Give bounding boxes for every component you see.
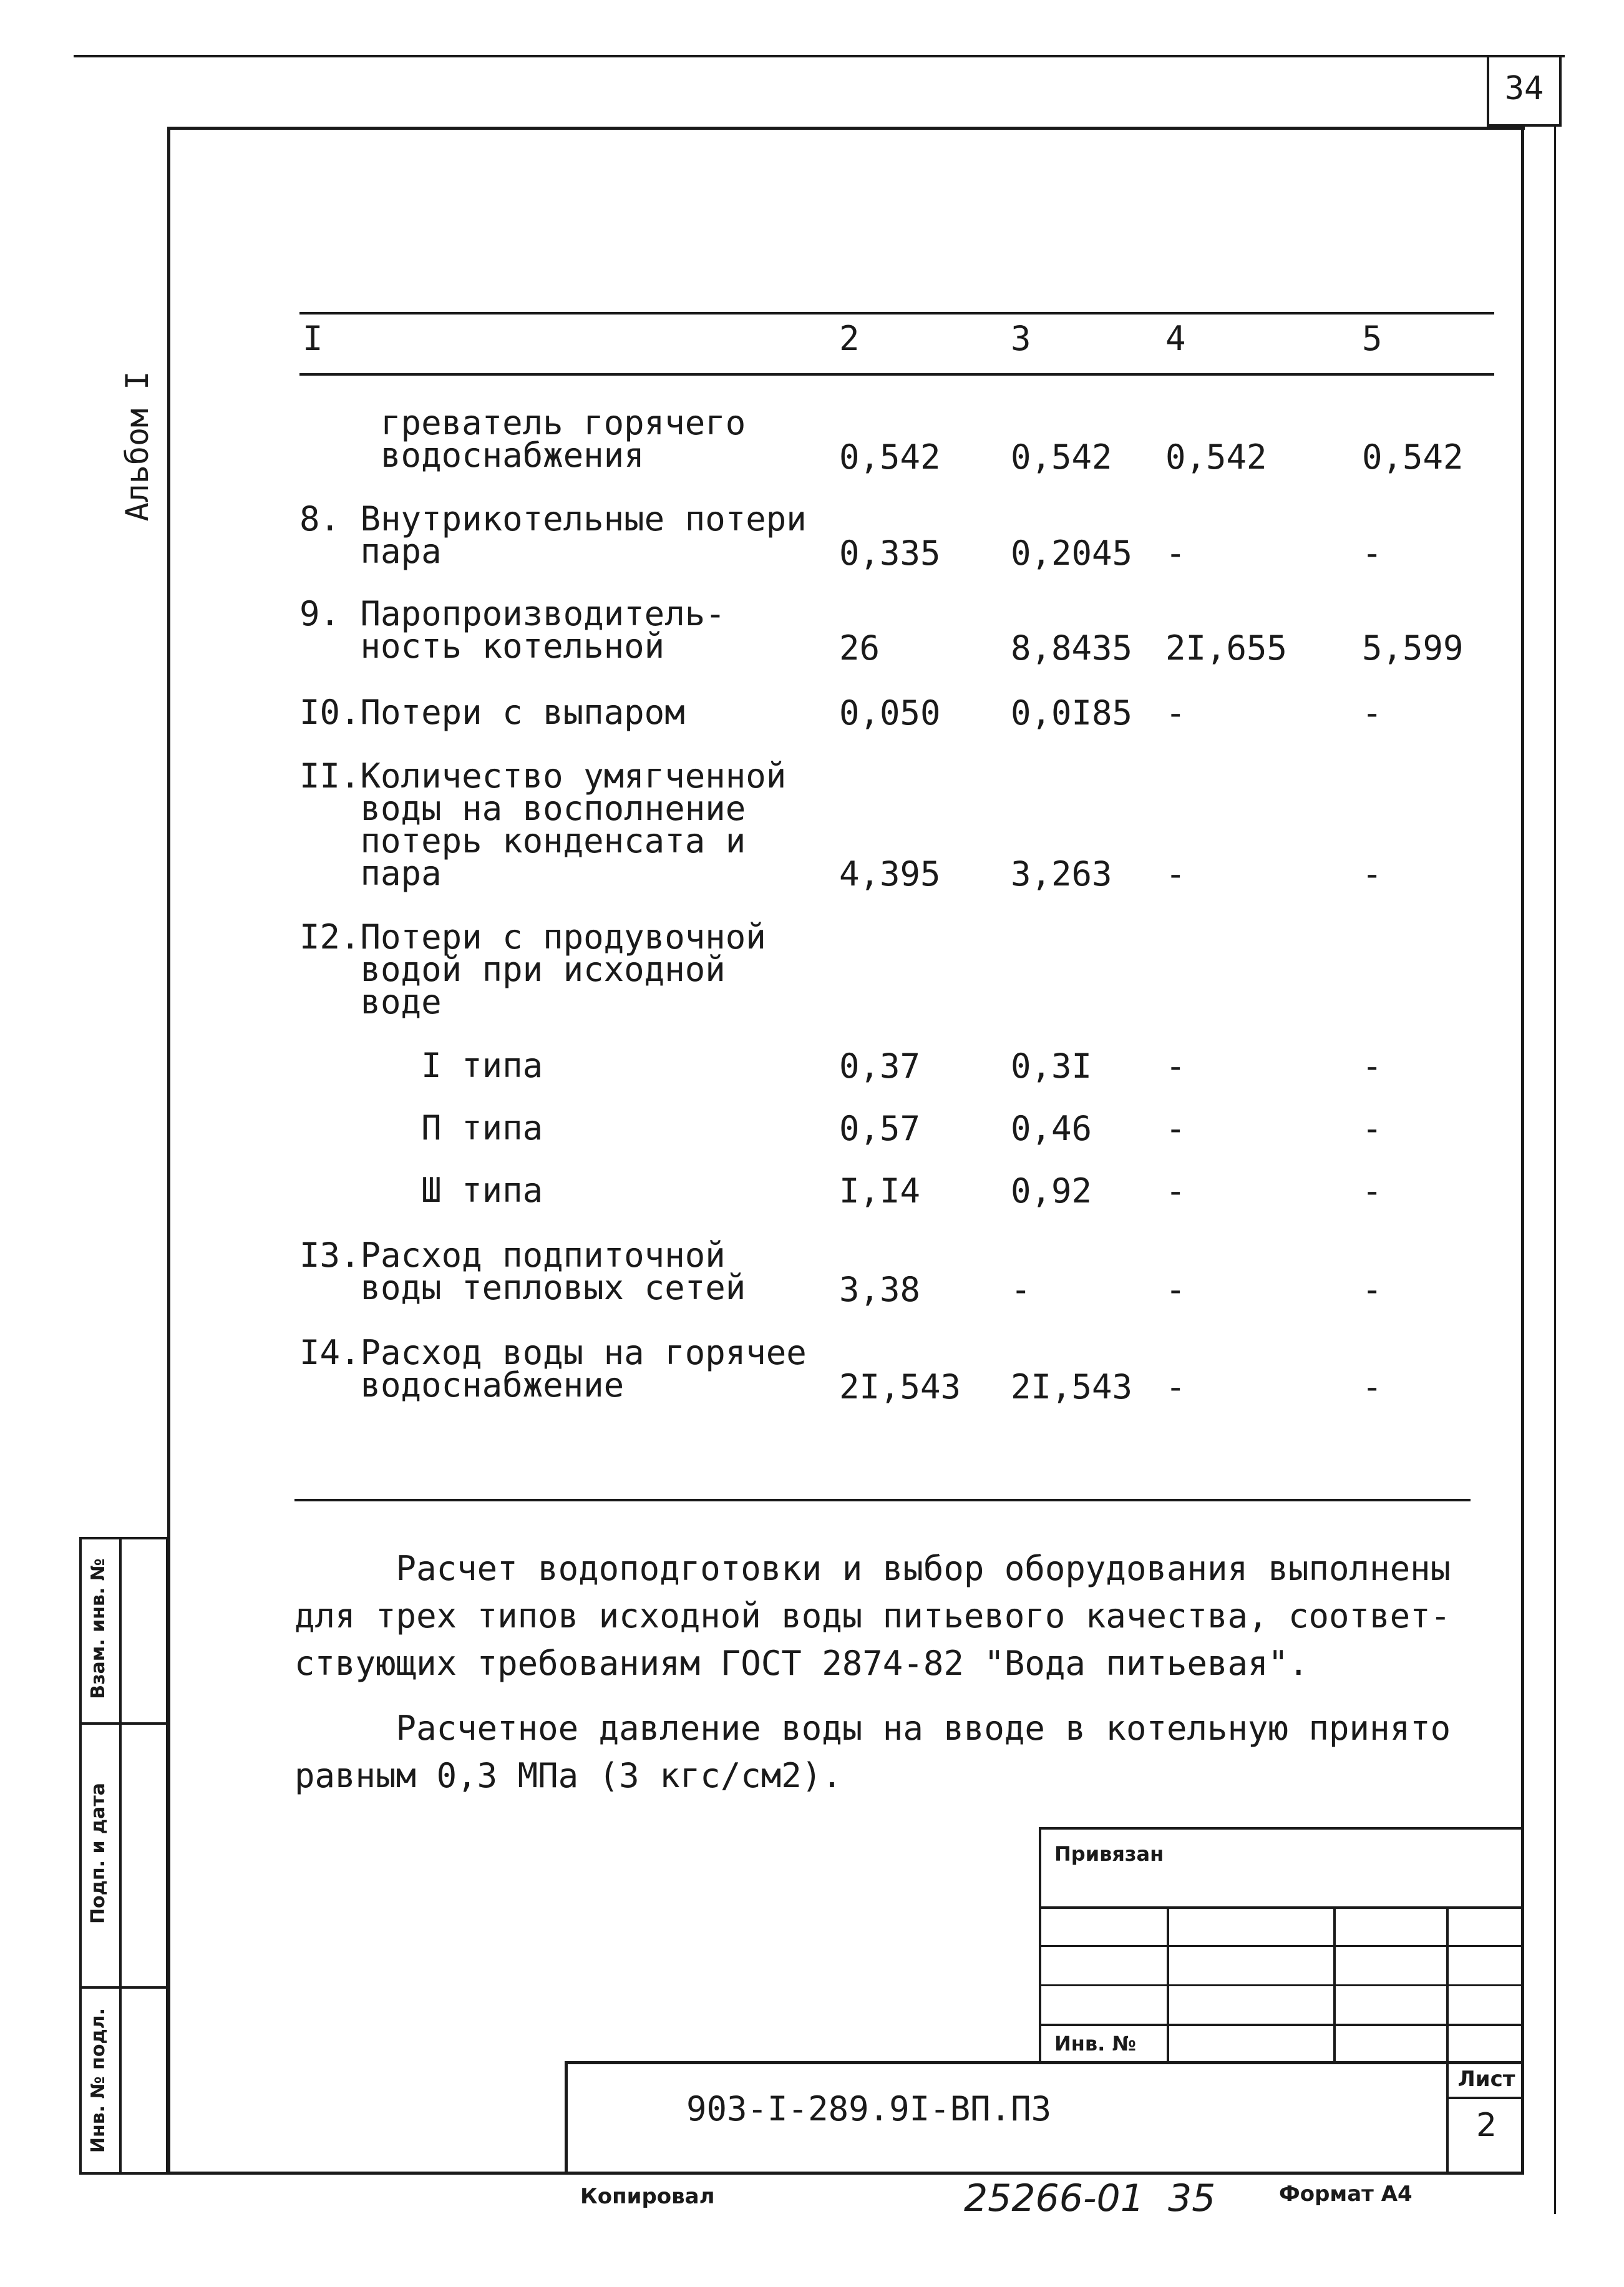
frame-top [168,127,1525,130]
table-cell: - [1165,854,1186,894]
table-cell: - [1165,1367,1186,1407]
table-header-bottom-rule [299,373,1494,376]
table-cell: 8,8435 [1011,628,1133,668]
table-cell: 3,38 [839,1270,921,1309]
table-row-label: 8. Внутрикотельные потери пара [299,499,807,571]
table-cell: 5,599 [1362,628,1464,668]
title-block-row-rule [1039,2024,1524,2026]
table-cell: 0,46 [1011,1109,1092,1148]
side-stamp-col-divider [119,1537,122,2175]
table-cell: 0,92 [1011,1171,1092,1211]
table-cell: - [1362,1367,1383,1407]
side-stamp-inv: Инв. № подл. [87,2007,109,2153]
footer-format: Формат А4 [1279,2182,1412,2207]
title-block-row-rule [1039,1906,1524,1909]
table-cell: 2I,543 [839,1367,961,1407]
table-cell: 0,0I85 [1011,693,1133,733]
table-cell: - [1165,534,1186,573]
table-cell: 0,2045 [1011,534,1133,573]
table-header-col2: 2 [839,319,860,358]
table-cell: 2I,655 [1165,628,1288,668]
table-cell: - [1362,1109,1383,1148]
table-cell: - [1165,1270,1186,1309]
table-cell: - [1362,1046,1383,1086]
title-block-list-label: Лист [1457,2067,1515,2092]
table-row-label: П типа [299,1108,543,1148]
table-row-label: греватель горячего водоснабжения [381,403,746,475]
title-block-inv-label: Инв. № [1054,2032,1136,2055]
table-cell: 0,57 [839,1109,921,1148]
footer-handwritten-number: 25266-01 35 [964,2177,1216,2220]
table-cell: - [1165,1171,1186,1211]
footer-kopiroval: Копировал [580,2184,715,2209]
table-cell: 0,050 [839,693,941,733]
title-block-row-rule [1039,1945,1524,1947]
title-block-privyazan-label: Привязан [1054,1842,1164,1866]
table-cell: 0,542 [839,437,941,477]
title-block-list-number: 2 [1476,2107,1497,2144]
table-row-label: I3.Расход подпиточной воды тепловых сетей [299,1236,746,1307]
table-cell: - [1165,693,1186,733]
table-cell: 0,3I [1011,1046,1092,1086]
paragraph-1: Расчет водоподготовки и выбор оборудования выполнены для трех типов исходной воды питьевого качества, соответ- ствующих требованиям ГОСТ 2874-82 "Вода питьевая". [294,1549,1451,1683]
table-bottom-rule [294,1499,1471,1501]
title-block-list-rule [1446,2097,1524,2099]
table-row-label: I2.Потери с продувочной водой при исходной воде [299,917,766,1022]
table-cell: 0,542 [1165,437,1267,477]
table-row-label: 9. Паропроизводитель- ность котельной [299,594,726,666]
outer-right-rule [1554,127,1556,2214]
side-stamp-podp: Подп. и дата [87,1782,109,1924]
table-cell: - [1165,1046,1186,1086]
table-row-label: I типа [299,1046,543,1085]
top-rule [74,55,1565,57]
table-cell: 4,395 [839,854,941,894]
table-header-col5: 5 [1362,319,1383,358]
table-cell: I,I4 [839,1171,921,1211]
table-cell: - [1011,1270,1031,1309]
table-cell: - [1362,693,1383,733]
table-cell: 0,542 [1362,437,1464,477]
table-header-col1: I [303,319,323,358]
table-row-label: I4.Расход воды на горячее водоснабжение [299,1333,807,1405]
document-designation: 903-I-289.9I-ВП.ПЗ [686,2089,1052,2129]
page-number: 34 [1504,70,1544,107]
table-row-label: Ш типа [299,1171,543,1210]
album-label: Альбом I [119,371,155,522]
table-cell: 26 [839,628,880,668]
table-cell: - [1165,1109,1186,1148]
title-block-list-divider [1446,2061,1449,2175]
table-cell: 0,542 [1011,437,1112,477]
table-cell: 2I,543 [1011,1367,1133,1407]
paragraph-2: Расчетное давление воды на вводе в котельную принято равным 0,3 МПа (3 кгс/см2). [294,1709,1451,1795]
table-cell: 3,263 [1011,854,1112,894]
table-cell: - [1362,534,1383,573]
table-header-top-rule [299,312,1494,315]
table-header-col3: 3 [1011,319,1031,358]
table-cell: - [1362,854,1383,894]
table-header-col4: 4 [1165,319,1186,358]
title-block-col-rule [1446,1906,1449,2064]
table-cell: 0,335 [839,534,941,573]
title-block-col-rule [1167,1906,1169,2064]
title-block-row-rule [1039,1984,1524,1986]
title-block-col-rule [1333,1906,1336,2064]
table-row-label: I0.Потери с выпаром [299,693,685,732]
table-cell: 0,37 [839,1046,921,1086]
table-row-label: II.Количество умягченной воды на восполнение потерь конденсата и пара [299,756,787,893]
side-stamp-vzam: Взам. инв. № [87,1558,109,1699]
table-cell: - [1362,1270,1383,1309]
table-cell: - [1362,1171,1383,1211]
